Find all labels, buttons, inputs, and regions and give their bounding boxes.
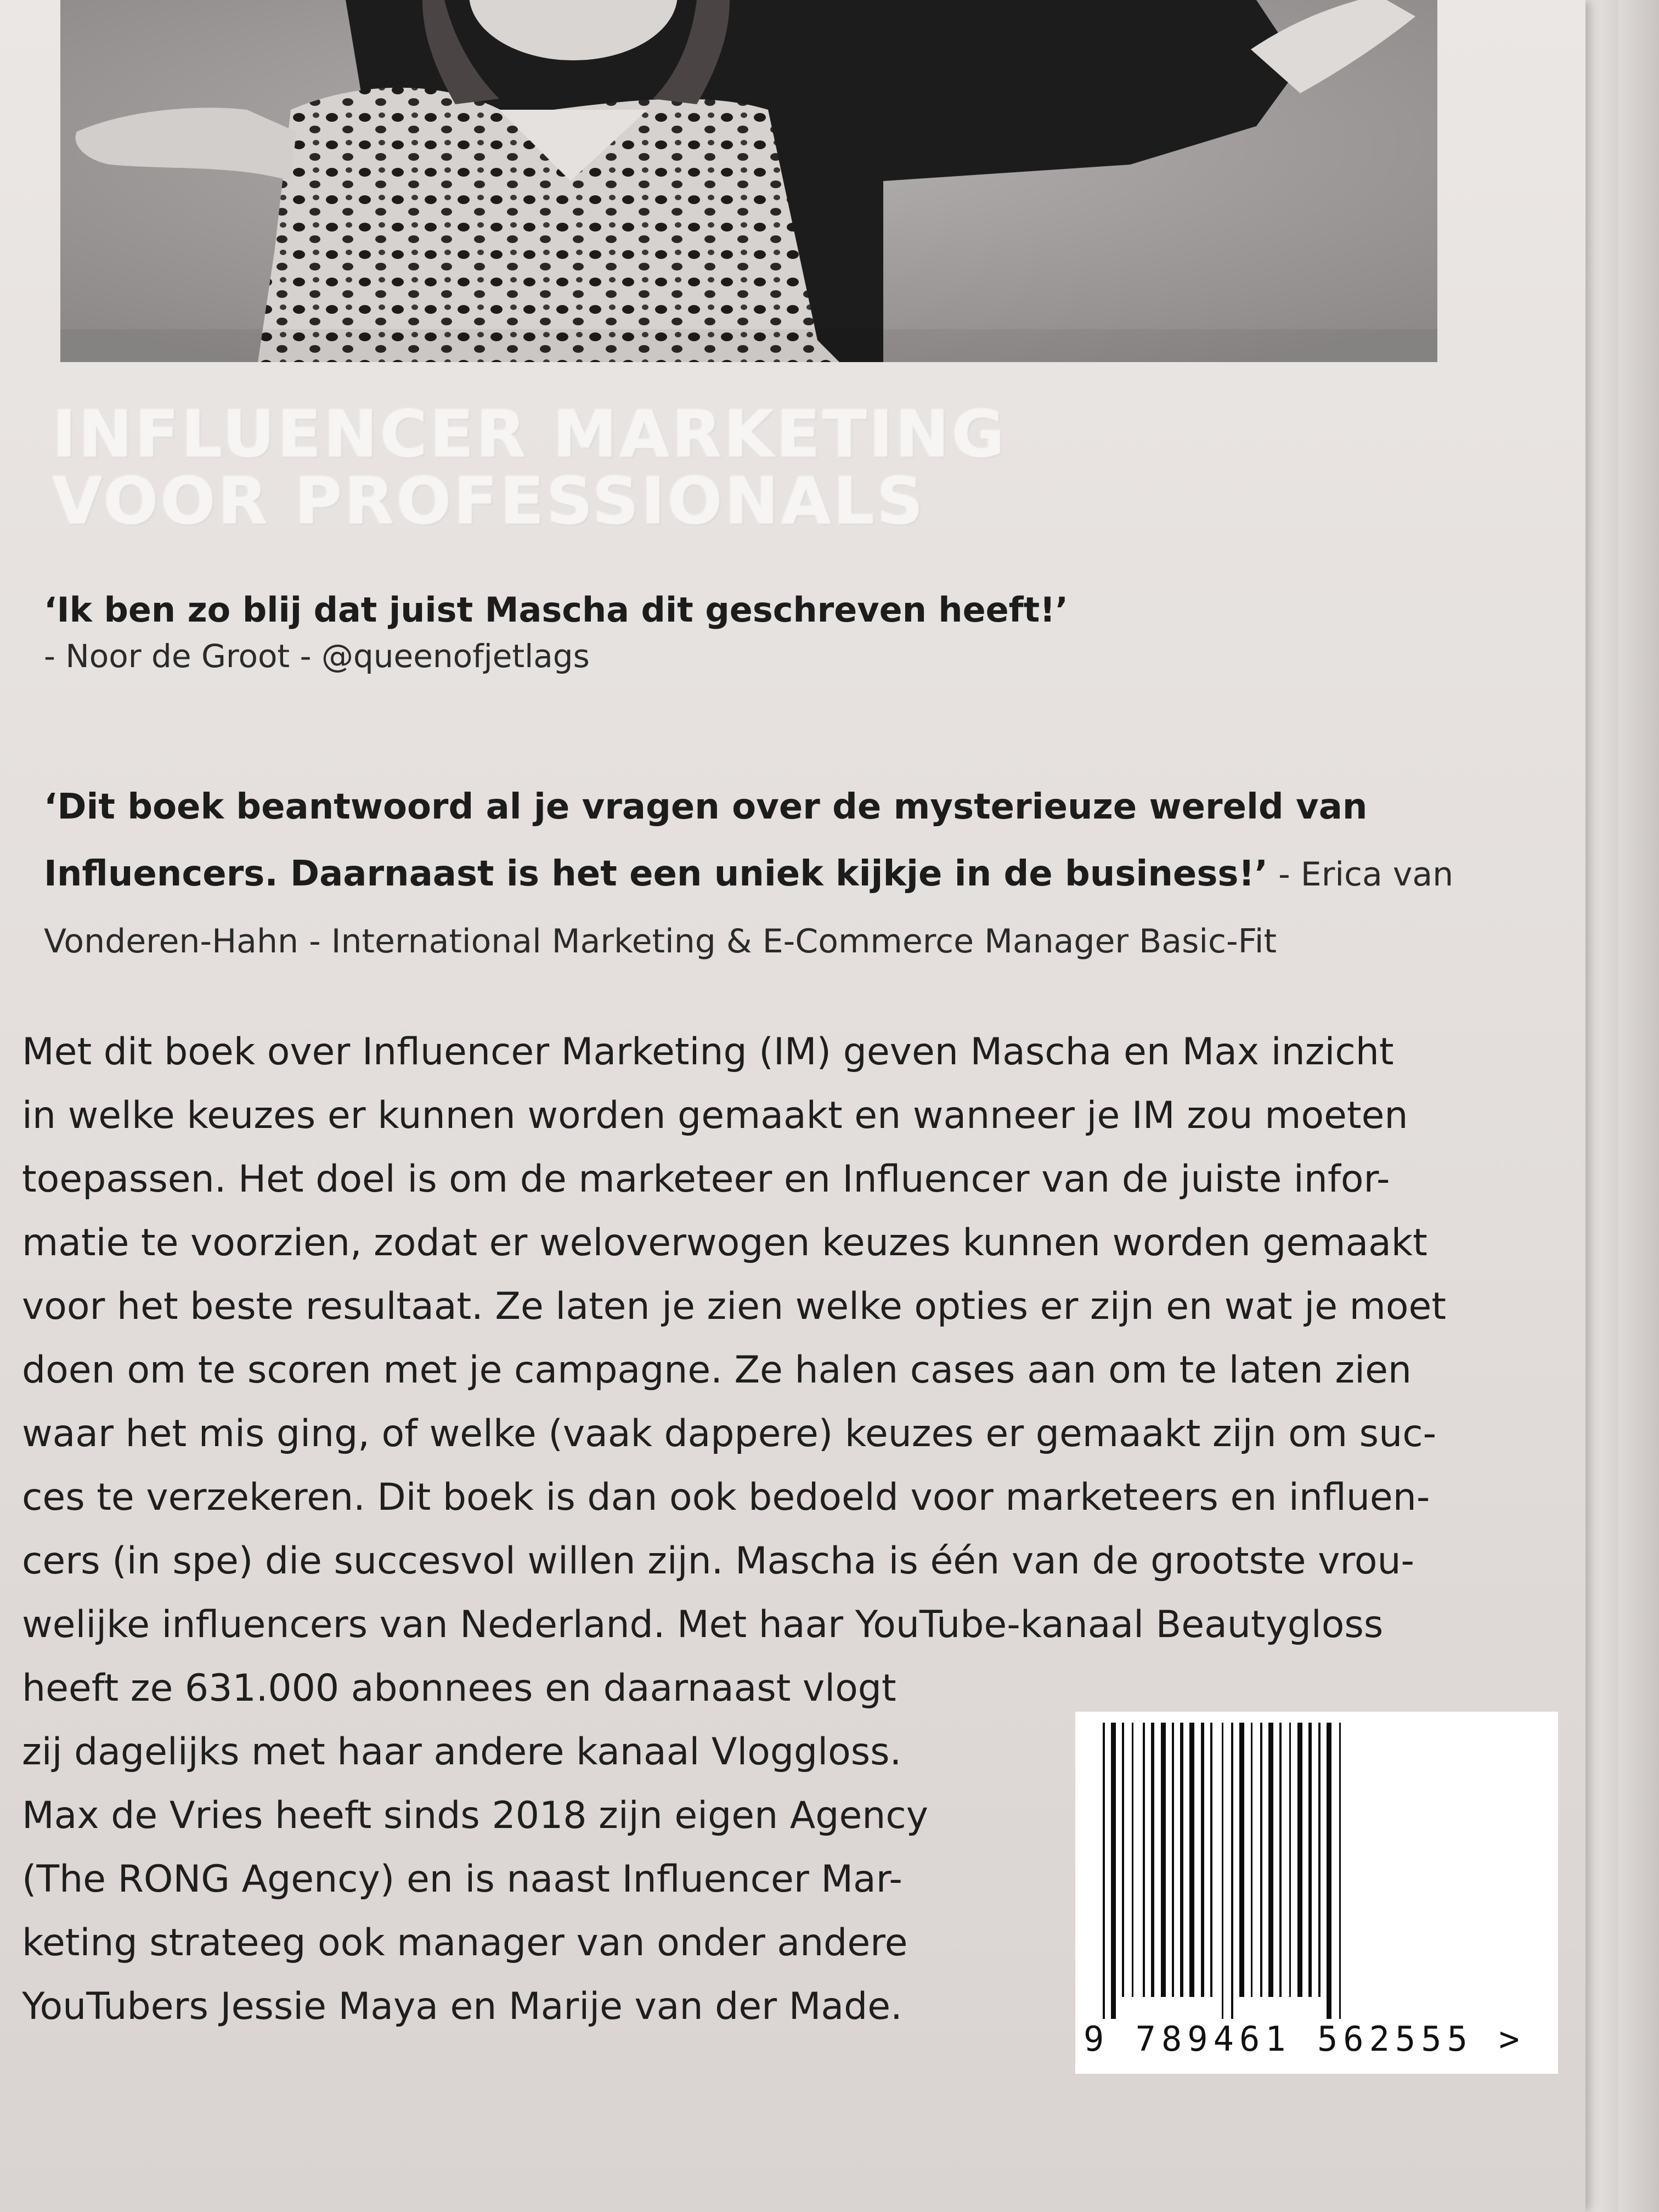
- book-title: [52, 396, 1007, 539]
- description-line: voor het beste resultaat. Ze laten je zien welke opties er zijn en wat je moet: [22, 1285, 1447, 1328]
- quote-text: ‘Dit boek beantwoord al je vragen over de mysterieuze wereld van Influencers. Daarnaast is het een uniek kijkje in de business!’: [44, 787, 1368, 894]
- quote-attribution: - Erica van Vonderen-Hahn - International Marketing & E-Commerce Manager Basic-Fit: [44, 855, 1454, 961]
- description-line: in welke keuzes er kunnen worden gemaakt en wanneer je IM zou moeten: [22, 1094, 1408, 1137]
- barcode-bars: [1075, 1712, 1558, 2019]
- description-line: Max de Vries heeft sinds 2018 zijn eigen Agency: [22, 1794, 929, 1837]
- barcode-bar: [1308, 1723, 1312, 1997]
- description-line: cers (in spe) die succesvol willen zijn. Mascha is één van de grootste vrou-: [22, 1539, 1415, 1583]
- description-line: Met dit boek over Influencer Marketing (IM) geven Mascha en Max inzicht: [22, 1030, 1394, 1074]
- barcode-bar: [1122, 1723, 1124, 1997]
- barcode-bar: [1172, 1723, 1174, 1997]
- quote-text: ‘Ik ben zo blij dat juist Mascha dit geschreven heeft!’: [44, 590, 1069, 630]
- barcode-bar: [1222, 1723, 1223, 2019]
- description-line: zij dagelijks met haar andere kanaal Vloggloss.: [22, 1730, 902, 1774]
- barcode-bar: [1279, 1723, 1282, 1997]
- barcode-bar: [1103, 1723, 1105, 2019]
- barcode-bar: [1268, 1723, 1273, 1997]
- description-line: ces te verzekeren. Dit boek is dan ook bedoeld voor marketeers en influen-: [22, 1476, 1430, 1519]
- description-line: welijke influencers van Nederland. Met haar YouTube-kanaal Beautygloss: [22, 1603, 1384, 1646]
- quote-attribution: - Noor de Groot - @queenofjetlags: [44, 637, 590, 675]
- barcode-bar: [1231, 1723, 1233, 2019]
- barcode-bar: [1297, 1723, 1302, 1997]
- title-line-2: VOOR PROFESSIONALS: [52, 463, 926, 539]
- barcode-bar: [1111, 1723, 1116, 2019]
- barcode-bar: [1260, 1723, 1262, 1997]
- title-line-1: INFLUENCER MARKETING: [52, 396, 1007, 472]
- quote-erica: [44, 774, 1470, 975]
- barcode-bar: [1210, 1723, 1212, 1997]
- page-edge: [1585, 0, 1618, 2212]
- barcode-bar: [1339, 1723, 1341, 2019]
- barcode-bar: [1201, 1723, 1204, 1997]
- description-line: heeft ze 631.000 abonnees en daarnaast vlogt: [22, 1667, 896, 1710]
- barcode-bar: [1251, 1723, 1252, 1997]
- barcode-bar: [1289, 1723, 1291, 1997]
- barcode-bar: [1327, 1723, 1331, 2019]
- description-line: waar het mis ging, of welke (vaak dappere) keuzes er gemaakt zijn om suc-: [22, 1412, 1437, 1455]
- barcode-bar: [1143, 1723, 1145, 1997]
- barcode-bar: [1151, 1723, 1154, 1997]
- barcode-bar: [1189, 1723, 1194, 1997]
- description-line: (The RONG Agency) en is naast Influencer Mar-: [22, 1858, 902, 1901]
- barcode-bar: [1180, 1723, 1183, 1997]
- barcode-bar: [1161, 1723, 1166, 1997]
- barcode-bar: [1318, 1723, 1321, 1997]
- author-photo: [60, 0, 1437, 362]
- description-line: toepassen. Het doel is om de marketeer en Influencer van de juiste infor-: [22, 1158, 1390, 1201]
- description-line: YouTubers Jessie Maya en Marije van der Made.: [22, 1985, 902, 2028]
- description-line: matie te voorzien, zodat er weloverwogen keuzes kunnen worden gemaakt: [22, 1221, 1427, 1265]
- description-line: keting strateeg ook manager van onder andere: [22, 1921, 908, 1965]
- description-line: doen om te scoren met je campagne. Ze halen cases aan om te laten zien: [22, 1348, 1412, 1392]
- isbn-number: 9 789461 562555 >: [1084, 2019, 1525, 2059]
- barcode-bar: [1132, 1723, 1133, 1997]
- quote-noor: [44, 587, 1068, 679]
- page-edge: [1618, 0, 1659, 2212]
- barcode-bar: [1239, 1723, 1244, 1997]
